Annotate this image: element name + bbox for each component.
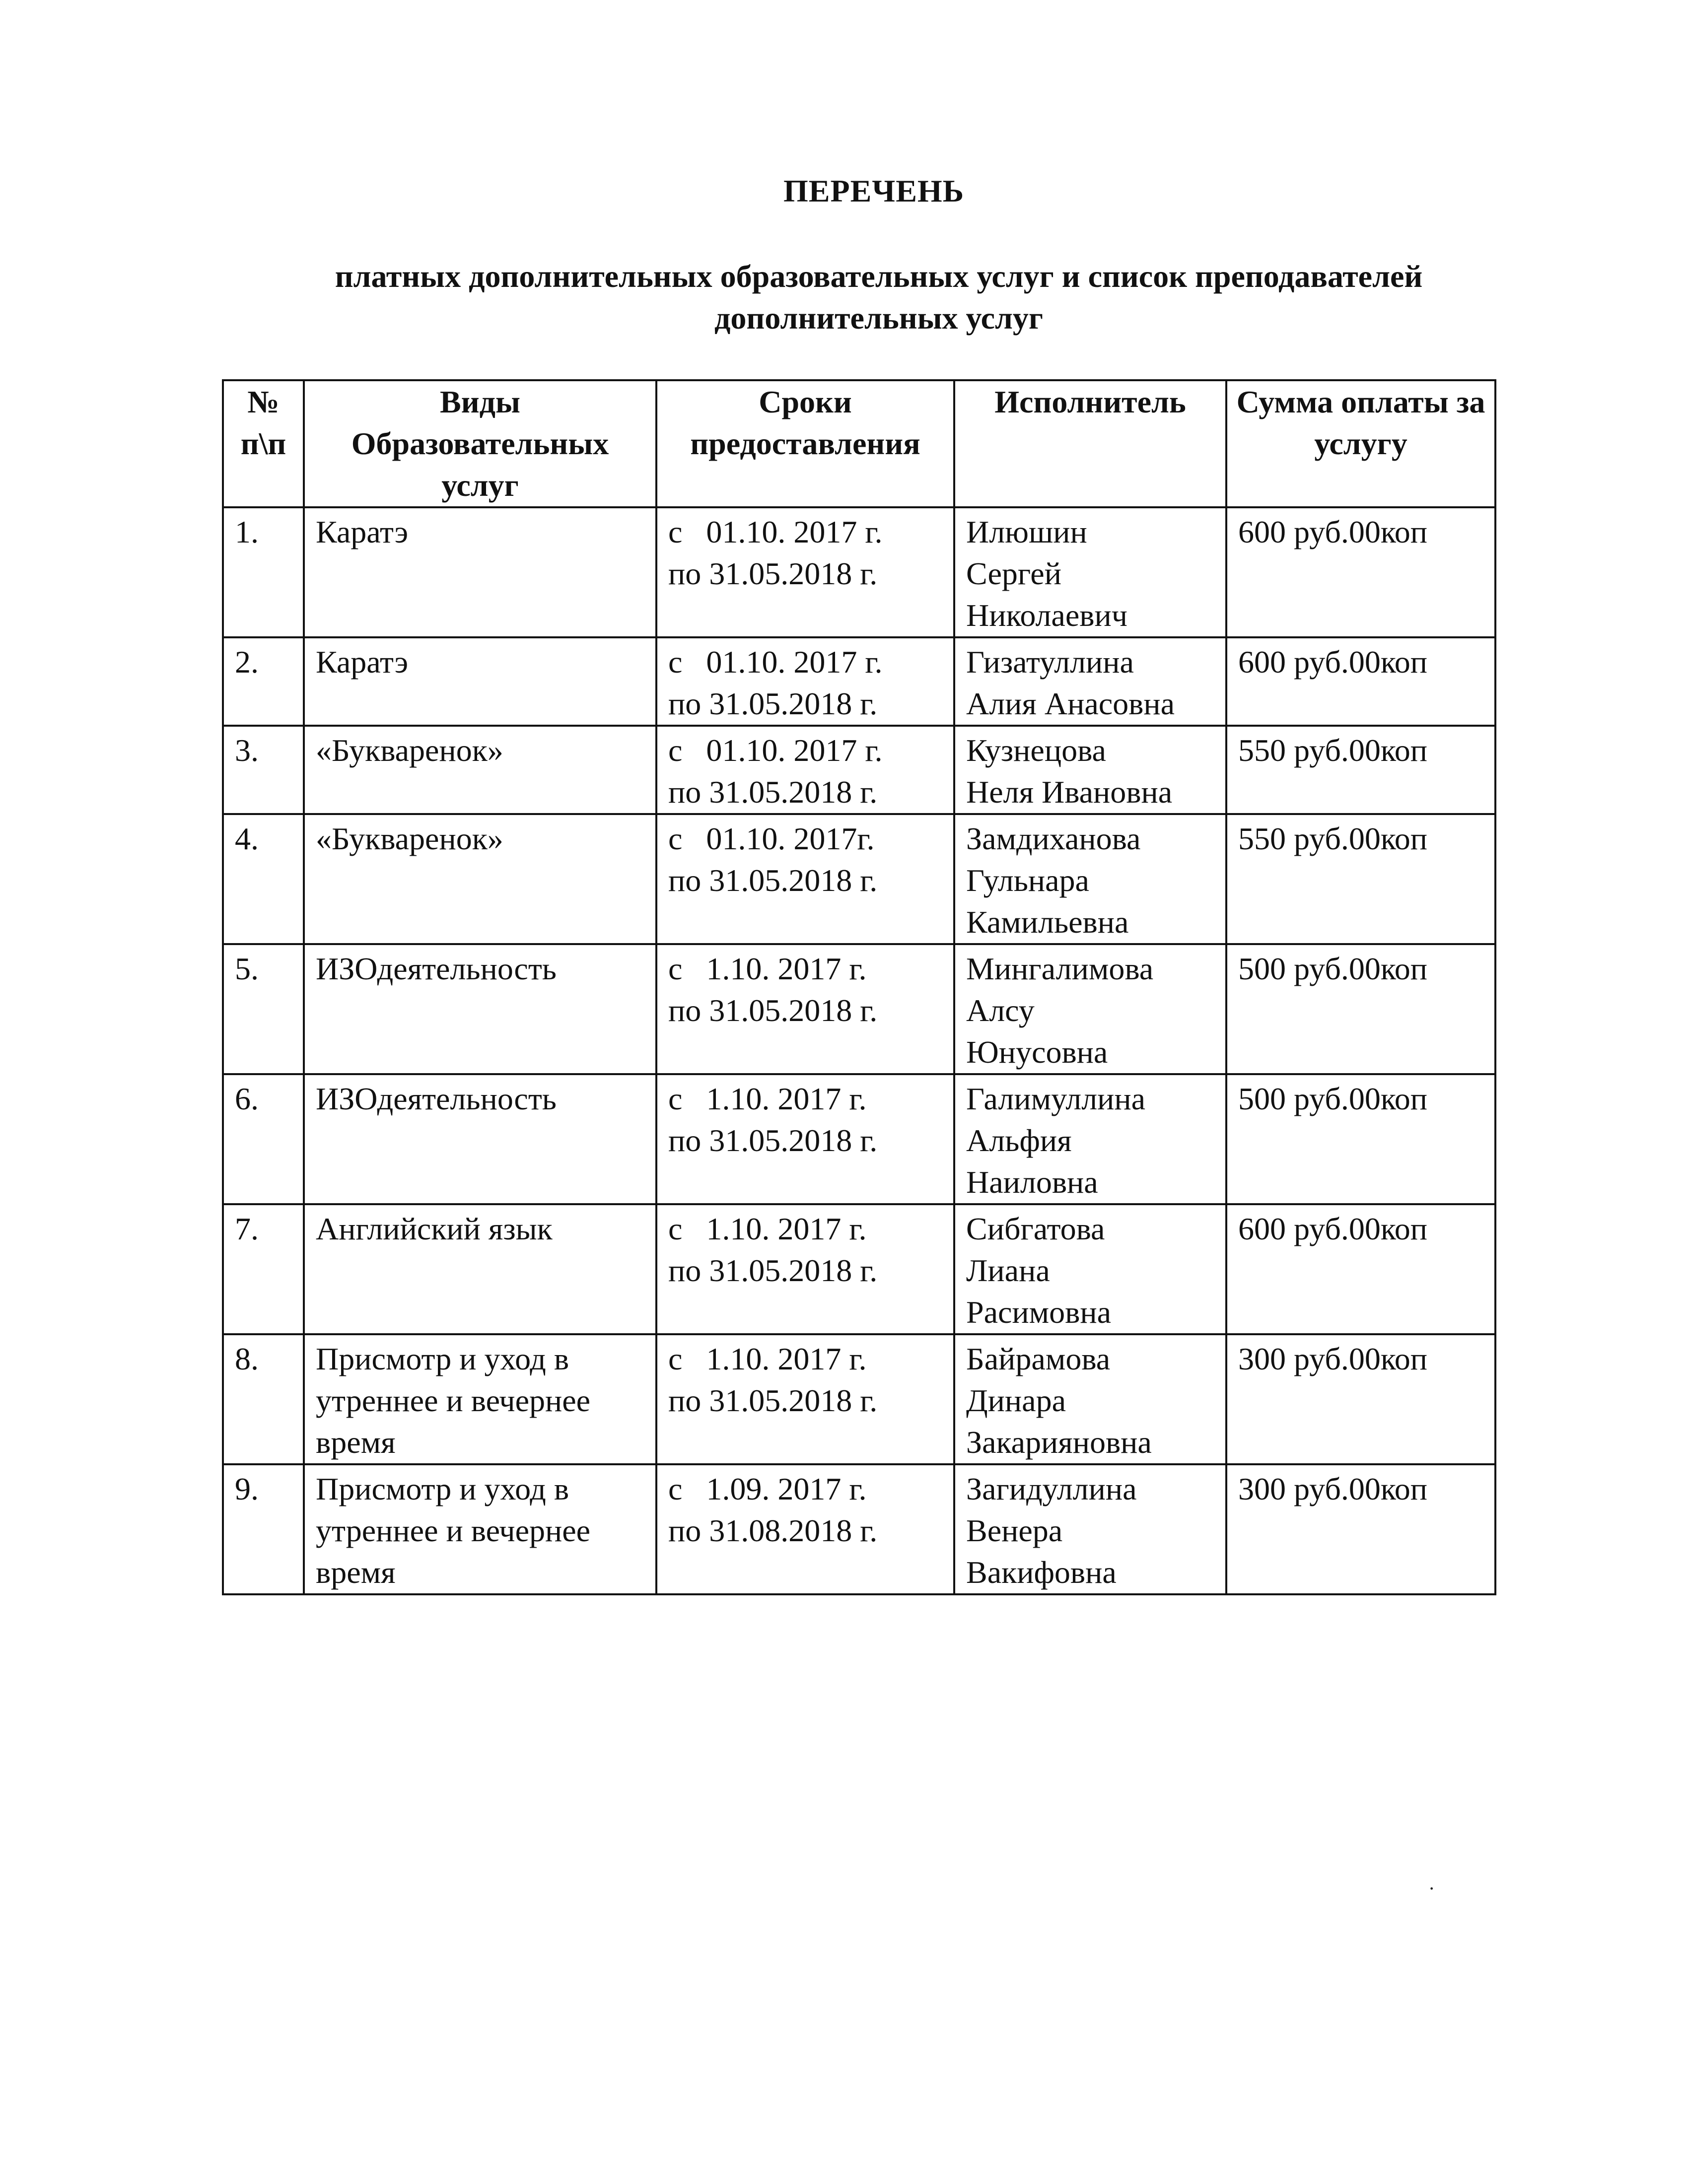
executor-name-part: Галимуллина — [966, 1081, 1146, 1116]
service-kind: Английский язык — [304, 1204, 656, 1334]
executor — [954, 944, 1226, 1074]
period-from: с 01.10. 2017 г. — [668, 644, 883, 680]
subtitle-line-2: дополнительных услуг — [714, 300, 1043, 336]
row-number: 7. — [223, 1204, 304, 1334]
row-number: 2. — [223, 637, 304, 726]
executor-name-part: Венера — [966, 1513, 1063, 1548]
header-number: № п\п — [223, 380, 304, 507]
period-to: по 31.05.2018 г. — [668, 863, 878, 898]
executor-name-part: Камильевна — [966, 904, 1129, 940]
row-number: 5. — [223, 944, 304, 1074]
row-number: 1. — [223, 507, 304, 637]
service-period — [656, 1334, 954, 1464]
executor — [954, 726, 1226, 814]
service-price: 600 руб.00коп — [1226, 637, 1495, 726]
service-kind: Каратэ — [304, 637, 656, 726]
executor — [954, 1204, 1226, 1334]
table-row — [223, 1204, 1495, 1334]
period-to: по 31.05.2018 г. — [668, 993, 878, 1028]
service-period — [656, 507, 954, 637]
service-period — [656, 1464, 954, 1594]
period-from: с 1.10. 2017 г. — [668, 1081, 867, 1116]
header-period: Сроки предоставления — [656, 380, 954, 507]
period-from: с 1.10. 2017 г. — [668, 1341, 867, 1376]
period-from: с 1.10. 2017 г. — [668, 951, 867, 986]
subtitle-line-1: платных дополнительных образовательных услуг и список преподавателей — [335, 259, 1423, 294]
period-to: по 31.05.2018 г. — [668, 1383, 878, 1418]
service-kind: ИЗОдеятельность — [304, 1074, 656, 1204]
service-price: 300 руб.00коп — [1226, 1334, 1495, 1464]
executor — [954, 507, 1226, 637]
executor — [954, 1334, 1226, 1464]
executor-name-part: Альфия — [966, 1123, 1072, 1158]
period-from: с 1.09. 2017 г. — [668, 1471, 867, 1506]
row-number: 4. — [223, 814, 304, 944]
executor-name-part: Динара — [966, 1383, 1066, 1418]
table-row — [223, 726, 1495, 814]
executor-name-part: Илюшин — [966, 514, 1087, 549]
period-from: с 01.10. 2017г. — [668, 821, 875, 856]
executor-name-part: Байрамова — [966, 1341, 1111, 1376]
period-from: с 01.10. 2017 г. — [668, 514, 883, 549]
table-row — [223, 637, 1495, 726]
service-period — [656, 814, 954, 944]
service-kind: Присмотр и уход в утреннее и вечернее время — [304, 1334, 656, 1464]
table-row — [223, 814, 1495, 944]
table-row — [223, 1464, 1495, 1594]
executor-name-part: Наиловна — [966, 1164, 1098, 1200]
executor-name-part: Алия Анасовна — [966, 686, 1175, 721]
service-price: 550 руб.00коп — [1226, 814, 1495, 944]
executor-name-part: Закарияновна — [966, 1425, 1152, 1460]
executor — [954, 637, 1226, 726]
executor-name-part: Николаевич — [966, 598, 1127, 633]
service-price: 300 руб.00коп — [1226, 1464, 1495, 1594]
table-row — [223, 944, 1495, 1074]
executor-name-part: Гизатуллина — [966, 644, 1134, 680]
service-price: 600 руб.00коп — [1226, 507, 1495, 637]
period-from: с 1.10. 2017 г. — [668, 1211, 867, 1246]
executor-name-part: Вакифовна — [966, 1555, 1117, 1590]
service-period — [656, 637, 954, 726]
executor-name-part: Гульнара — [966, 863, 1089, 898]
executor-name-part: Юнусовна — [966, 1034, 1108, 1070]
table-header-row — [223, 380, 1495, 507]
service-period — [656, 944, 954, 1074]
header-service-kind: Виды Образовательных услуг — [304, 380, 656, 507]
services-table — [222, 379, 1496, 1595]
service-price: 550 руб.00коп — [1226, 726, 1495, 814]
header-sum: Сумма оплаты за услугу — [1226, 380, 1495, 507]
table-row — [223, 507, 1495, 637]
service-period — [656, 1074, 954, 1204]
service-kind: Присмотр и уход в утреннее и вечернее время — [304, 1464, 656, 1594]
executor-name-part: Сергей — [966, 556, 1061, 591]
period-to: по 31.08.2018 г. — [668, 1513, 878, 1548]
service-kind: ИЗОдеятельность — [304, 944, 656, 1074]
service-period — [656, 726, 954, 814]
executor-name-part: Мингалимова — [966, 951, 1154, 986]
executor-name-part: Неля Ивановна — [966, 774, 1173, 810]
service-price: 600 руб.00коп — [1226, 1204, 1495, 1334]
executor-name-part: Загидуллина — [966, 1471, 1137, 1506]
service-period — [656, 1204, 954, 1334]
row-number: 6. — [223, 1074, 304, 1204]
executor-name-part: Лиана — [966, 1253, 1050, 1288]
executor — [954, 1464, 1226, 1594]
row-number: 8. — [223, 1334, 304, 1464]
executor-name-part: Алсу — [966, 993, 1035, 1028]
service-kind: «Букваренок» — [304, 814, 656, 944]
row-number: 3. — [223, 726, 304, 814]
table-row — [223, 1334, 1495, 1464]
executor-name-part: Расимовна — [966, 1295, 1112, 1330]
executor-name-part: Замдиханова — [966, 821, 1141, 856]
document-subtitle — [258, 256, 1499, 339]
period-from: с 01.10. 2017 г. — [668, 733, 883, 768]
executor — [954, 1074, 1226, 1204]
service-kind: Каратэ — [304, 507, 656, 637]
row-number: 9. — [223, 1464, 304, 1594]
period-to: по 31.05.2018 г. — [668, 1123, 878, 1158]
scan-mark-dot: · — [1428, 1877, 1435, 1900]
service-kind: «Букваренок» — [304, 726, 656, 814]
table-row — [223, 1074, 1495, 1204]
table-body — [223, 507, 1495, 1594]
period-to: по 31.05.2018 г. — [668, 774, 878, 810]
service-price: 500 руб.00коп — [1226, 1074, 1495, 1204]
period-to: по 31.05.2018 г. — [668, 556, 878, 591]
service-price: 500 руб.00коп — [1226, 944, 1495, 1074]
executor-name-part: Сибгатова — [966, 1211, 1105, 1246]
header-executor: Исполнитель — [954, 380, 1226, 507]
executor-name-part: Кузнецова — [966, 733, 1106, 768]
period-to: по 31.05.2018 г. — [668, 1253, 878, 1288]
period-to: по 31.05.2018 г. — [668, 686, 878, 721]
document-title: ПЕРЕЧЕНЬ — [783, 173, 964, 208]
executor — [954, 814, 1226, 944]
